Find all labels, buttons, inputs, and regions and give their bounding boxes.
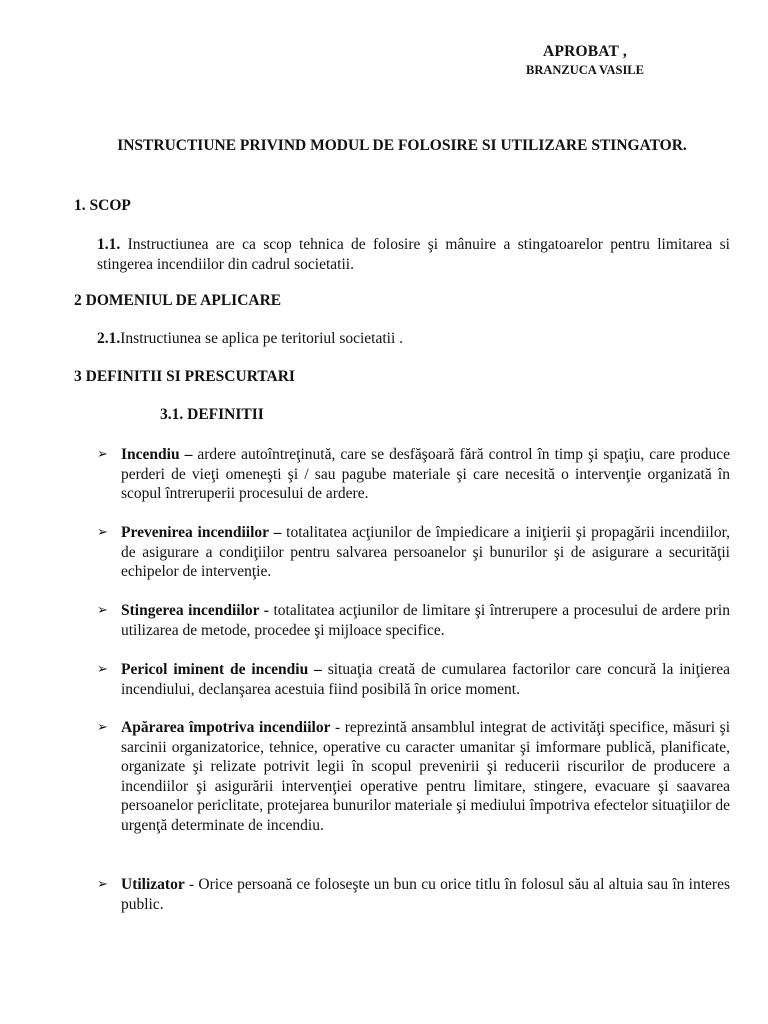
definition-text: ardere autoîntreţinută, care se desfăşoară fără control în timp şi spaţiu, care produce perderi de vieţi omeneşti şi / sau pagube materiale şi care necesită o intervenţie organizată în scopul întreruperii procesului de ardere. xyxy=(121,446,730,502)
definition-text: - reprezintă ansamblul integrat de activităţi specifice, măsuri şi sarcinii organizatorice, tehnice, operative cu caracter umanitar şi imformare publică, planificate, organizate şi relizate potrivit legii în scopul prevenirii şi reducerii riscurilor de producere a incendiilor şi asigurării intervenţiei operative pentru limitare, stingere, evacuare şi saavarea persoanelor periclitate, protejarea bunurilor materiale şi mediului împotriva efectelor situaţiilor de urgenţă determinate de incendiu. xyxy=(121,719,731,834)
approval-label: APROBAT , xyxy=(543,43,627,60)
definition-item xyxy=(97,660,730,699)
section-heading-domain: 2 DOMENIUL DE APLICARE xyxy=(74,292,282,309)
definition-text: situaţia creată de cumularea factorilor care concură la iniţierea incendiului, declanşarea acestuia fiind posibilă în orice moment. xyxy=(121,661,730,698)
scope-number: 1.1. xyxy=(97,236,121,253)
definition-text: totalitatea acţiunilor de limitare şi întrerupere a procesului de ardere prin utilizarea de metode, procedee şi mijloace specifice. xyxy=(121,602,730,639)
arrow-bullet-icon: ➢ xyxy=(97,720,108,735)
definition-term: Prevenirea incendiilor – xyxy=(121,524,282,541)
section-heading-definitions: 3 DEFINITII SI PRESCURTARI xyxy=(74,368,295,385)
scope-paragraph xyxy=(97,235,730,275)
arrow-bullet-icon: ➢ xyxy=(97,525,108,540)
document-title: INSTRUCTIUNE PRIVIND MODUL DE FOLOSIRE SI UTILIZARE STINGATOR. xyxy=(117,137,687,154)
arrow-bullet-icon: ➢ xyxy=(97,662,108,677)
definition-term: Apărarea împotriva incendiilor xyxy=(121,719,331,736)
subheading-definitions: 3.1. DEFINITII xyxy=(160,406,264,423)
arrow-bullet-icon: ➢ xyxy=(97,877,108,892)
definition-text: totalitatea acţiunilor de împiedicare a iniţierii şi propagării incendiilor, de asigurare a condiţiilor pentru salvarea persoanelor şi bunurilor şi de asigurare a securităţii echipelor de intervenţie. xyxy=(121,524,731,580)
domain-text: Instructiunea se aplica pe teritoriul societatii . xyxy=(120,330,404,347)
approval-block xyxy=(495,42,675,78)
definition-term: Incendiu – xyxy=(121,446,193,463)
definition-term: Pericol iminent de incendiu – xyxy=(121,661,322,678)
definition-item xyxy=(97,445,730,504)
definition-item xyxy=(97,523,730,582)
arrow-bullet-icon: ➢ xyxy=(97,447,108,462)
definition-item xyxy=(97,875,730,914)
definition-item xyxy=(97,601,730,640)
domain-number: 2.1. xyxy=(97,330,121,347)
definition-term: Utilizator xyxy=(121,876,185,893)
definition-term: Stingerea incendiilor - xyxy=(121,602,269,619)
definition-text: - Orice persoană ce foloseşte un bun cu orice titlu în folosul său al altuia sau în interes public. xyxy=(121,876,730,913)
domain-paragraph xyxy=(97,329,730,349)
definition-item xyxy=(97,718,730,835)
section-heading-scope: 1. SCOP xyxy=(74,197,131,214)
arrow-bullet-icon: ➢ xyxy=(97,603,108,618)
scope-text: Instructiunea are ca scop tehnica de folosire şi mânuire a stingatoarelor pentru limitarea si stingerea incendiilor din cadrul societatii. xyxy=(97,236,730,273)
approver-name: BRANZUCA VASILE xyxy=(526,63,644,77)
